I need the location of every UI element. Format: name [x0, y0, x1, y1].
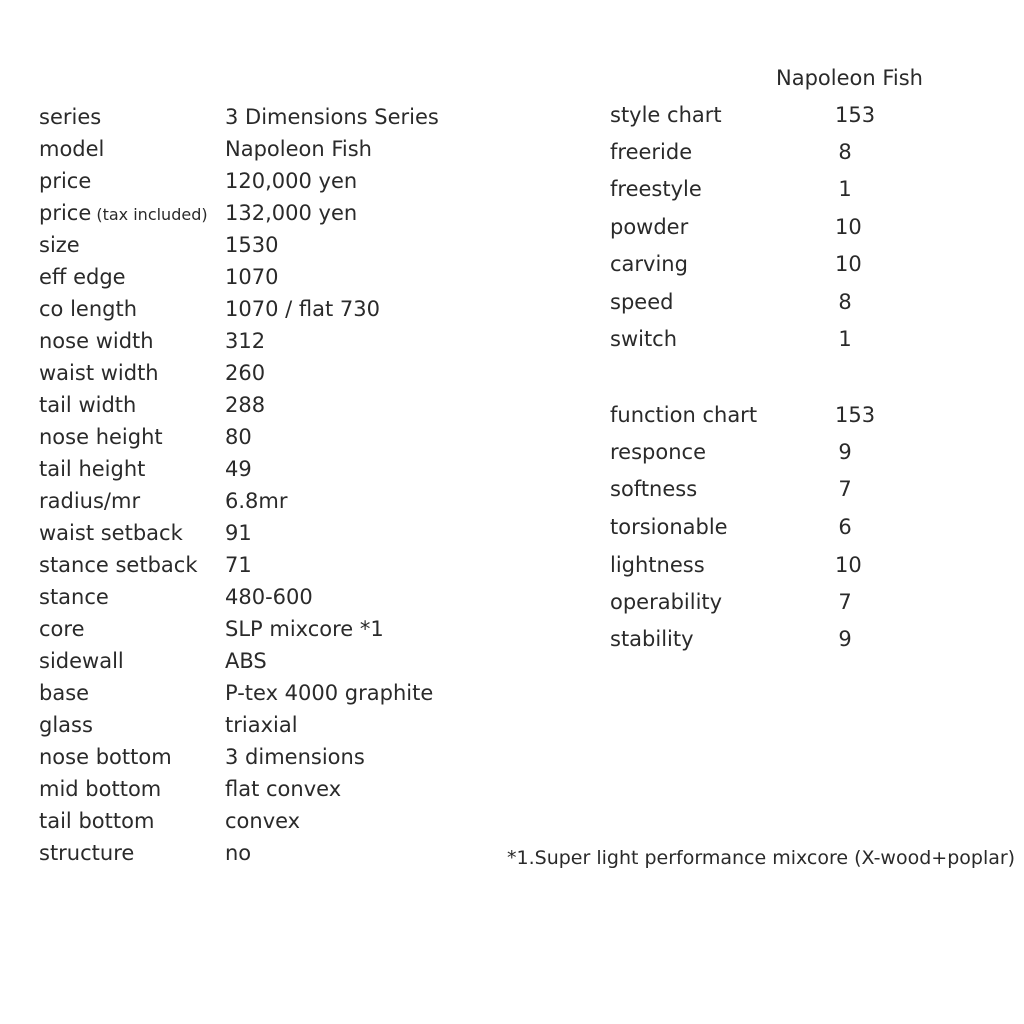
spec-value: 260: [225, 361, 266, 385]
spec-label-note: (tax included): [91, 205, 208, 224]
style-chart-size: 153: [835, 103, 876, 127]
chart-label: lightness: [610, 553, 705, 577]
chart-value: 8: [838, 290, 852, 314]
spec-label: sidewall: [39, 649, 124, 673]
spec-label: nose bottom: [39, 745, 172, 769]
spec-label: co length: [39, 297, 138, 321]
spec-value: 3 dimensions: [225, 745, 365, 769]
spec-label: nose width: [39, 329, 154, 353]
spec-value: P-tex 4000 graphite: [225, 681, 434, 705]
chart-label: operability: [610, 590, 723, 614]
spec-label: tail height: [39, 457, 146, 481]
spec-label: tail width: [39, 393, 137, 417]
spec-label: [39, 197, 208, 231]
spec-value: Napoleon Fish: [225, 137, 372, 161]
chart-value: 6: [838, 515, 852, 539]
spec-value: no: [225, 841, 252, 865]
spec-label: size: [39, 233, 80, 257]
spec-label: series: [39, 105, 102, 129]
chart-value: 9: [838, 440, 852, 464]
spec-label: model: [39, 137, 105, 161]
chart-value: 9: [838, 627, 852, 651]
chart-value: 10: [835, 553, 862, 577]
spec-label: waist setback: [39, 521, 183, 545]
spec-value: 1070: [225, 265, 279, 289]
chart-label: freestyle: [610, 177, 702, 201]
chart-label: torsionable: [610, 515, 728, 539]
chart-value: 1: [838, 177, 852, 201]
function-chart-size: 153: [835, 403, 876, 427]
chart-label: stability: [610, 627, 694, 651]
chart-value: 8: [838, 140, 852, 164]
spec-label: tail bottom: [39, 809, 155, 833]
spec-label: mid bottom: [39, 777, 162, 801]
spec-value: 120,000 yen: [225, 169, 358, 193]
chart-value: 7: [838, 590, 852, 614]
footnote: *1.Super light performance mixcore (X-wood+poplar): [507, 847, 1016, 869]
spec-value: 80: [225, 425, 252, 449]
chart-label: speed: [610, 290, 674, 314]
chart-label: softness: [610, 477, 698, 501]
chart-value: 7: [838, 477, 852, 501]
spec-value: 1530: [225, 233, 279, 257]
spec-value: triaxial: [225, 713, 298, 737]
spec-value: 91: [225, 521, 252, 545]
spec-value: SLP mixcore *1: [225, 617, 384, 641]
spec-value: 3 Dimensions Series: [225, 105, 439, 129]
spec-value: 288: [225, 393, 266, 417]
spec-label: price: [39, 169, 92, 193]
spec-label: waist width: [39, 361, 159, 385]
spec-value: 312: [225, 329, 266, 353]
spec-label: core: [39, 617, 85, 641]
spec-label: nose height: [39, 425, 163, 449]
style-chart-title: style chart: [610, 103, 722, 127]
spec-label: radius/mr: [39, 489, 141, 513]
chart-label: freeride: [610, 140, 693, 164]
chart-label: responce: [610, 440, 706, 464]
chart-value: 1: [838, 327, 852, 351]
chart-value: 10: [835, 215, 862, 239]
spec-value: 6.8mr: [225, 489, 288, 513]
spec-value: 49: [225, 457, 252, 481]
spec-value: 132,000 yen: [225, 201, 358, 225]
spec-label: stance: [39, 585, 109, 609]
chart-label: switch: [610, 327, 678, 351]
spec-label: stance setback: [39, 553, 198, 577]
spec-label: eff edge: [39, 265, 126, 289]
chart-value: 10: [835, 252, 862, 276]
function-chart-title: function chart: [610, 403, 758, 427]
spec-label: glass: [39, 713, 93, 737]
spec-label-main: price: [39, 201, 92, 225]
chart-label: carving: [610, 252, 688, 276]
spec-value: convex: [225, 809, 301, 833]
model-name-header: Napoleon Fish: [776, 66, 923, 90]
spec-label: structure: [39, 841, 135, 865]
chart-label: powder: [610, 215, 689, 239]
spec-value: 1070 / flat 730: [225, 297, 380, 321]
spec-value: 480-600: [225, 585, 313, 609]
spec-label: base: [39, 681, 90, 705]
spec-value: ABS: [225, 649, 267, 673]
spec-value: 71: [225, 553, 252, 577]
spec-value: flat convex: [225, 777, 342, 801]
